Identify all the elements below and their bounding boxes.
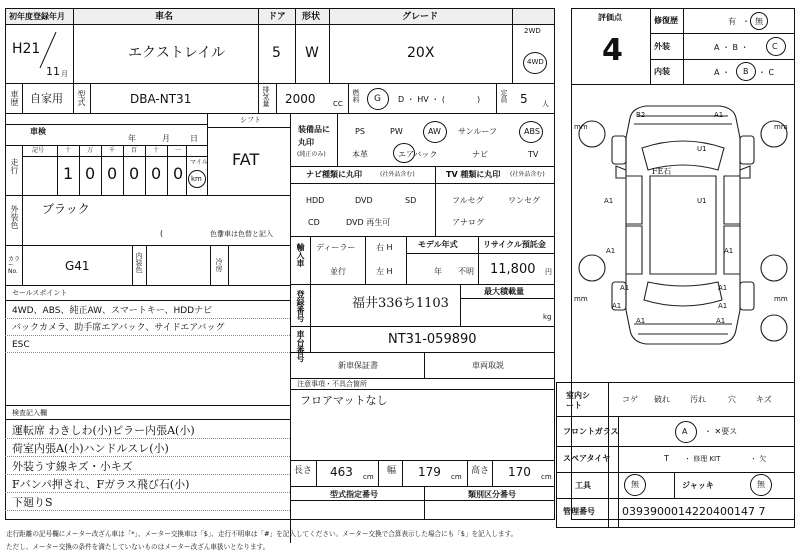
caution-label: 注意事項・不具合箇所	[297, 380, 367, 388]
rating-score: 4	[602, 33, 623, 68]
color-paren: ( )	[160, 229, 223, 238]
jack-value: 無	[757, 480, 765, 489]
displacement: 2000	[285, 92, 316, 106]
rating-label: 評価点	[598, 13, 622, 22]
shape-header: 形状	[302, 12, 321, 22]
recycle-fee: 11,800	[490, 262, 536, 277]
registration-number: 福井336ち1103	[352, 296, 449, 311]
interior-b: B	[743, 67, 749, 76]
diagram-label: A1	[620, 284, 630, 292]
diagram-label: U1	[697, 197, 707, 205]
color-note: 色替車は色替と記入	[210, 230, 273, 238]
grade: 20X	[407, 45, 435, 61]
equipment-item: エアバック	[398, 150, 438, 159]
height-value: 170	[508, 465, 531, 479]
navi-title: ナビ種類に丸印	[306, 170, 362, 179]
inspection-notes-label: 検査記入欄	[12, 409, 47, 417]
drive-4wd: 4WD	[527, 58, 544, 66]
width-cm: cm	[451, 473, 462, 481]
max-load-label: 最大積載量	[484, 287, 524, 296]
diagram-label: U1	[697, 145, 707, 153]
inspection-year: 年	[128, 134, 136, 143]
inspection-month: 月	[162, 134, 170, 143]
interior-sheet-label: 室内シート	[566, 391, 590, 411]
height-cm: cm	[541, 473, 552, 481]
capacity-unit: 人	[542, 100, 549, 108]
interior-c: ・ C	[758, 68, 775, 77]
diagram-label: A1	[718, 302, 728, 310]
odometer-place: 十	[65, 147, 72, 154]
equipment-label-1: 装備品に	[298, 125, 330, 134]
import-dealer: ディーラー	[316, 243, 356, 252]
cooler-label: 冷房	[215, 258, 223, 272]
equipment-item: ナビ	[472, 150, 488, 159]
diagram-label: A1	[716, 317, 726, 325]
exterior-grade: A ・ B ・	[714, 43, 749, 52]
selling-point-line: 4WD、ABS、純正AW、スマートキー、HDDナビ	[12, 306, 213, 316]
reg-month: 11	[46, 65, 60, 78]
tv-sub: (社外品含む)	[510, 171, 545, 178]
tv-fullseg: フルセグ	[452, 196, 484, 205]
recycle-label: リサイクル預託金	[483, 240, 546, 249]
tools-value: 無	[631, 480, 639, 489]
spare-kit: ・ 修理 KIT	[684, 455, 721, 463]
stone-mark: FE石	[652, 167, 672, 176]
spare-tire-label: スペアタイヤ	[563, 454, 611, 463]
footer-note-1: 走行距離の記号欄にメーター改ざん車は「*」、メーター交換車は「$」、走行不明車は「#」を記入してください。メーター交換で合算表示した場合にも「$」を記入します。	[6, 530, 518, 538]
vehicle-type: DBA-NT31	[130, 92, 192, 106]
diagram-label: A1	[718, 284, 728, 292]
mgmt-number: 0393900014220400147 7	[622, 505, 766, 518]
right-hand: 右 H	[376, 243, 393, 252]
interior-color-label: 内装色	[135, 252, 143, 273]
color-value: ブラック	[42, 202, 90, 216]
odometer-place: 十	[153, 147, 160, 154]
model-designation-label: 型式指定番号	[330, 490, 378, 499]
mm-rl: mm	[574, 295, 588, 303]
length-value: 463	[330, 465, 353, 479]
type-label: 型式	[77, 90, 86, 106]
reg-year-header: 初年度登録年月	[9, 12, 65, 21]
reg-era: H21	[12, 41, 41, 57]
cc-unit: CC	[333, 100, 343, 108]
odometer-place: 千	[109, 147, 116, 154]
fuel-rest: D ・ HV ・ ( )	[398, 95, 481, 104]
interior-a: A ・	[714, 68, 731, 77]
equipment-item: AW	[428, 127, 441, 136]
model-year-unknown: 不明	[458, 267, 474, 276]
repair-no: 無	[755, 17, 763, 26]
odometer-place: 百	[131, 147, 138, 154]
selling-points-label: セールスポイント	[12, 289, 68, 297]
spare-t: T	[664, 454, 669, 463]
tools-label: 工具	[575, 481, 591, 490]
reg-month-unit: 月	[61, 70, 68, 78]
interior-sheet-item: コゲ	[622, 395, 638, 404]
diagram-label: A1	[714, 111, 724, 119]
new-warranty: 新車保証書	[338, 361, 378, 370]
navi-sd: SD	[405, 196, 417, 205]
navi-hdd: HDD	[306, 196, 325, 205]
navi-cd: CD	[308, 218, 320, 227]
chassis-label: 車台番号	[296, 330, 305, 362]
mileage-symbol: 記号	[32, 147, 45, 154]
inspection-note-line: 下廻りS	[12, 496, 53, 509]
jack-label: ジャッキ	[682, 481, 714, 490]
navi-sub: (社外品含む)	[380, 171, 415, 178]
diagram-label: A1	[612, 302, 622, 310]
equipment-circle	[423, 121, 447, 143]
inspection-note-line: 外装うす線キズ・小キズ	[12, 460, 133, 473]
odometer-digit: 0	[129, 164, 140, 183]
equipment-label-3: (純正のみ)	[297, 151, 326, 158]
color-no-label: カラーNo.	[8, 256, 21, 275]
width-label: 幅	[387, 466, 397, 476]
capacity: 5	[520, 92, 528, 106]
selling-point-line: バックカメラ、助手席エアバック、サイドエアバッグ	[12, 323, 225, 333]
navi-dvd: DVD	[355, 196, 373, 205]
capacity-label: 定員	[500, 89, 508, 103]
inspection-note-line: 荷室内張A(小)ハンドルスレ(小)	[12, 442, 169, 455]
mm-fr: mm	[774, 123, 788, 131]
tv-oneseg: ワンセグ	[508, 196, 540, 205]
interior-sheet-item: 穴	[728, 395, 736, 404]
interior-sheet-item: 汚れ	[690, 395, 706, 404]
door-count: 5	[272, 45, 281, 61]
equipment-item: ABS	[524, 127, 540, 136]
odometer-digit: 0	[85, 164, 96, 183]
equipment-item: PS	[355, 127, 365, 136]
fuel-label: 燃料	[352, 89, 360, 103]
mgmt-label: 管理番号	[563, 507, 595, 516]
inspection-note-line: 運転席 わきしわ(小)ピラー内張A(小)	[12, 424, 195, 437]
max-load-kg: kg	[543, 313, 552, 321]
exterior-label: 外装	[654, 42, 670, 51]
tv-title: TV 種類に丸印	[446, 170, 501, 179]
category-label: 車歴	[10, 90, 19, 106]
diagram-label: B2	[636, 111, 646, 119]
diagram-label: A1	[636, 317, 646, 325]
recycle-yen: 円	[545, 268, 552, 276]
odometer-place: 万	[87, 147, 94, 154]
registration-label: 登録番号	[296, 290, 305, 322]
equipment-label-2: 丸印	[298, 138, 314, 147]
class-number-label: 類別区分番号	[468, 490, 516, 499]
length-label: 長さ	[294, 466, 313, 476]
import-label: 輸入車	[296, 243, 305, 267]
color-label: 外装色	[10, 205, 19, 229]
height-label: 高さ	[471, 466, 490, 476]
interior-label: 内装	[654, 67, 670, 76]
diagram-label: A1	[604, 197, 614, 205]
displacement-label: 排気量	[262, 86, 270, 107]
model-year-year: 年	[434, 267, 442, 276]
car-damage-diagram	[572, 86, 794, 382]
diagram-label: A1	[606, 247, 616, 255]
equipment-item: TV	[528, 150, 539, 159]
odometer-digit: 0	[173, 164, 184, 183]
mileage-label: 走行	[10, 158, 19, 174]
import-parallel: 並行	[330, 267, 346, 276]
grade-header: グレード	[402, 12, 439, 22]
odometer-digit: 0	[107, 164, 118, 183]
model-year-label: モデル年式	[418, 240, 458, 249]
inspection-note-line: Fバンパ押され、Fガラス飛び石(小)	[12, 478, 190, 491]
shift-value: FAT	[232, 150, 260, 169]
length-cm: cm	[363, 473, 374, 481]
color-no: G41	[65, 259, 90, 273]
equipment-circle	[519, 121, 543, 143]
body-shape: W	[305, 45, 319, 61]
tv-analog: アナログ	[452, 218, 484, 227]
odometer-digit: 1	[63, 164, 74, 183]
caution-value: フロアマットなし	[300, 394, 388, 407]
car-name-header: 車名	[155, 12, 174, 22]
equipment-item: サンルーフ	[458, 127, 497, 136]
repair-yes: 有	[728, 17, 736, 26]
mm-fl: mm	[574, 123, 588, 131]
repair-sep: ・	[742, 17, 750, 26]
door-header: ドア	[268, 12, 286, 22]
diagram-label: A1	[724, 247, 734, 255]
inspection-label: 車検	[30, 127, 46, 136]
equipment-item: 本革	[352, 150, 368, 159]
exterior-c: C	[772, 42, 778, 51]
mile-label: マイル	[190, 159, 208, 166]
interior-sheet-item: 破れ	[654, 395, 670, 404]
windshield-rest: ・ ✕要ス	[704, 427, 738, 436]
navi-dvd-play: DVD 再生可	[346, 218, 391, 227]
car-name: エクストレイル	[128, 45, 226, 61]
inspection-day: 日	[190, 134, 198, 143]
km-unit: km	[191, 175, 202, 183]
vehicle-category: 自家用	[30, 92, 63, 105]
odometer-digit: 0	[151, 164, 162, 183]
left-hand: 左 H	[376, 267, 393, 276]
width-value: 179	[418, 465, 441, 479]
windshield-a: A	[682, 427, 688, 436]
odometer-place: 一	[175, 147, 182, 154]
windshield-label: フロントガラス	[563, 427, 619, 436]
drive-2wd: 2WD	[524, 27, 541, 35]
shift-label: シフト	[240, 116, 261, 124]
airbag-circle	[393, 143, 415, 163]
selling-point-line: ESC	[12, 340, 30, 350]
mm-rr: mm	[774, 295, 788, 303]
repair-history-label: 修復歴	[654, 16, 678, 25]
reg-slash	[38, 30, 58, 70]
spare-no: ・ 欠	[750, 455, 767, 463]
fuel-g: G	[374, 94, 381, 104]
chassis-number: NT31-059890	[388, 332, 477, 347]
interior-sheet-item: キズ	[756, 395, 772, 404]
owner-manual: 車両取説	[472, 361, 504, 370]
equipment-item: PW	[390, 127, 403, 136]
footer-note-2: ただし、メーター交換の条件を満たしていないものはメーター改ざん車扱いとなります。	[6, 543, 270, 551]
